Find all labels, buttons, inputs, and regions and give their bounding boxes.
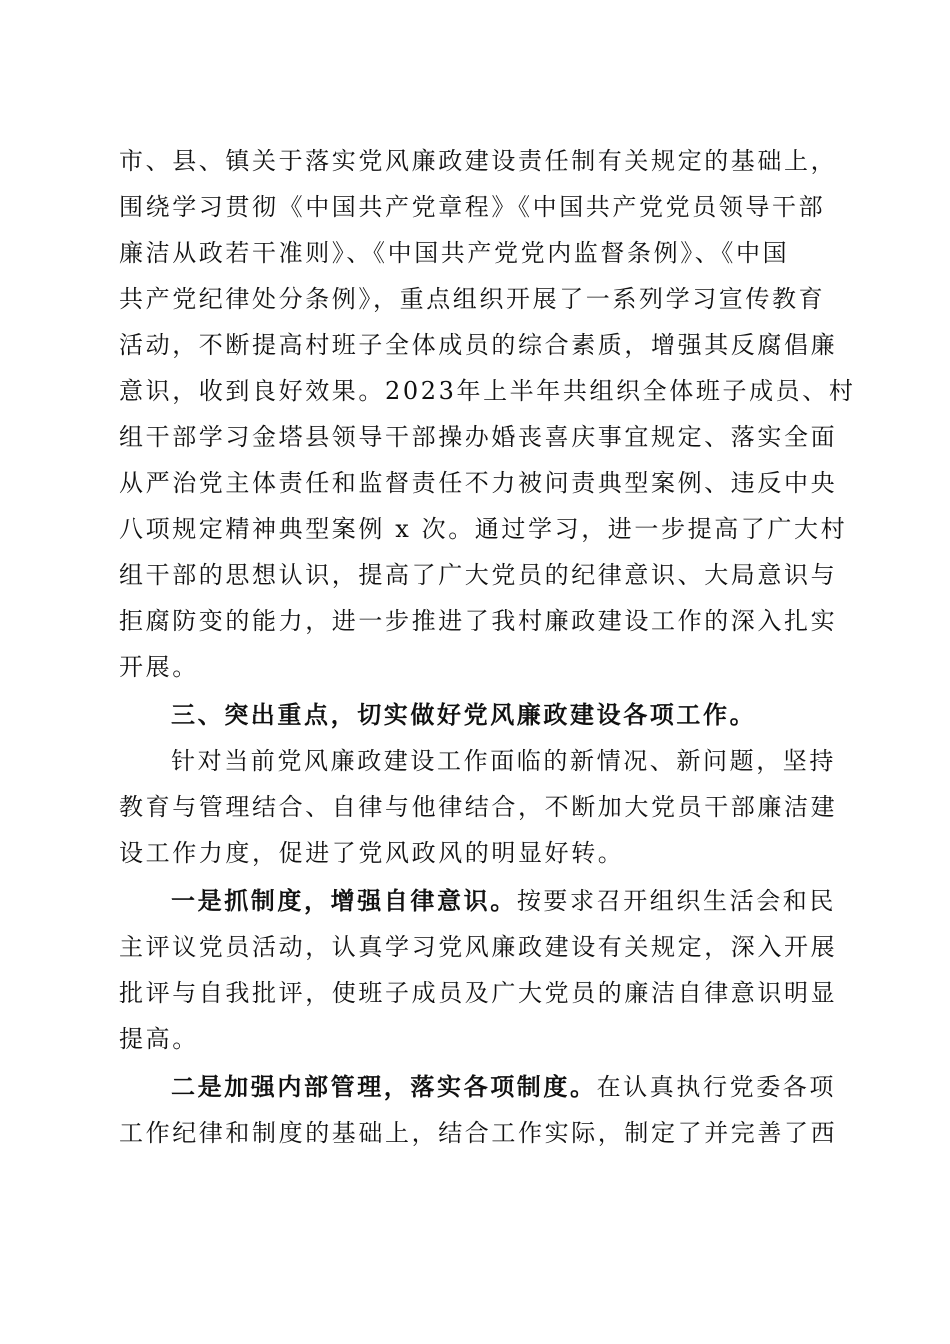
text-line bbox=[119, 878, 837, 924]
text-line: 拒腐防变的能力，进一步推进了我村廉政建设工作的深入扎实 bbox=[119, 607, 838, 635]
text-line: 八项规定精神典型案例 x 次。通过学习，进一步提高了广大村 bbox=[119, 515, 848, 543]
paragraph-self-discipline bbox=[119, 878, 838, 1062]
paragraph-section-intro bbox=[119, 738, 838, 876]
text-line: 主评议党员活动，认真学习党风廉政建设有关规定，深入开展 bbox=[119, 933, 838, 961]
text-line: 提高。 bbox=[119, 1025, 199, 1053]
text-line: 意识，收到良好效果。2023年上半年共组织全体班子成员、村 bbox=[119, 377, 856, 405]
paragraph-lead-heading: 一是抓制度，增强自律意识。 bbox=[171, 886, 517, 915]
text-line bbox=[119, 1064, 837, 1110]
paragraph-study-activities bbox=[119, 138, 856, 690]
text-line: 活动，不断提高村班子全体成员的综合素质，增强其反腐倡廉 bbox=[119, 331, 838, 359]
text-line: 开展。 bbox=[119, 653, 199, 681]
paragraph-lead-rest: 在认真执行党委各项 bbox=[596, 1073, 837, 1101]
document-body bbox=[119, 138, 856, 1156]
text-line: 围绕学习贯彻《中国共产党章程》《中国共产党党员领导干部 bbox=[119, 193, 826, 221]
paragraph-lead-rest: 按要求召开组织生活会和民 bbox=[516, 887, 837, 915]
text-line: 廉洁从政若干准则》、《中国共产党党内监督条例》、《中国 bbox=[119, 239, 790, 267]
text-line: 从严治党主体责任和监督责任不力被问责典型案例、违反中央 bbox=[119, 469, 838, 497]
text-line: 教育与管理结合、自律与他律结合，不断加大党员干部廉洁建 bbox=[119, 793, 838, 821]
section-heading: 三、突出重点，切实做好党风廉政建设各项工作。 bbox=[171, 701, 757, 729]
paragraph-lead-heading: 二是加强内部管理，落实各项制度。 bbox=[171, 1072, 597, 1101]
text-line: 工作纪律和制度的基础上，结合工作实际，制定了并完善了西 bbox=[119, 1119, 838, 1147]
text-line: 市、县、镇关于落实党风廉政建设责任制有关规定的基础上， bbox=[119, 147, 838, 175]
text-line: 设工作力度，促进了党风政风的明显好转。 bbox=[119, 839, 625, 867]
text-line: 针对当前党风廉政建设工作面临的新情况、新问题，坚持 bbox=[171, 747, 836, 775]
paragraph-internal-management bbox=[119, 1064, 838, 1156]
text-line: 批评与自我批评，使班子成员及广大党员的廉洁自律意识明显 bbox=[119, 979, 838, 1007]
text-line: 共产党纪律处分条例》，重点组织开展了一系列学习宣传教育 bbox=[119, 285, 826, 313]
text-line: 组干部学习金塔县领导干部操办婚丧喜庆事宜规定、落实全面 bbox=[119, 423, 838, 451]
text-line: 组干部的思想认识，提高了广大党员的纪律意识、大局意识与 bbox=[119, 561, 838, 589]
